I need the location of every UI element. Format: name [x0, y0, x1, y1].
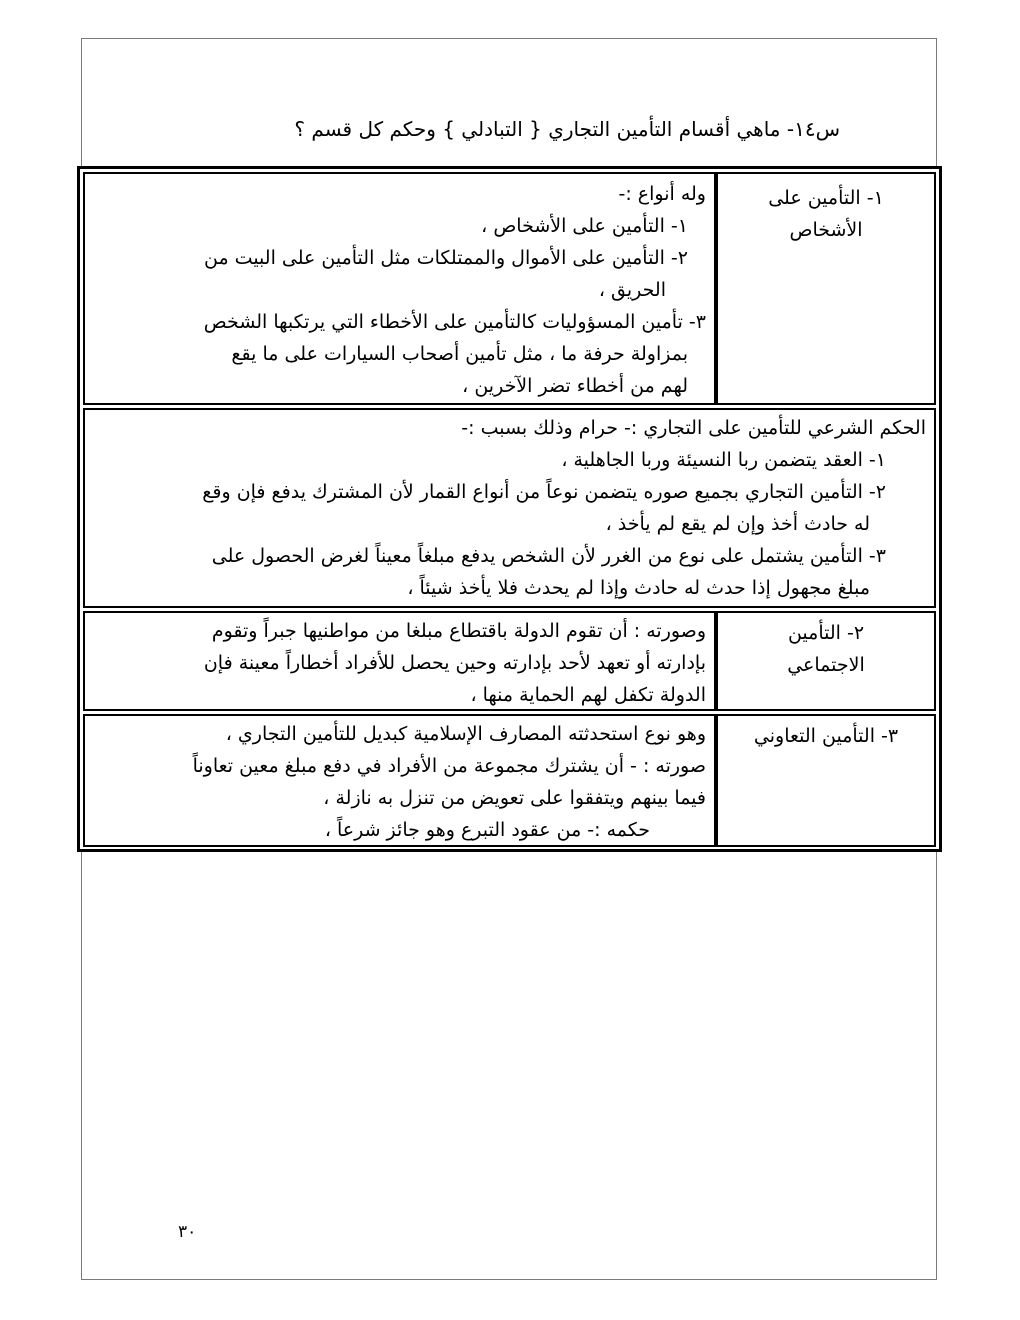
text-line: وله أنواع :-	[618, 183, 706, 205]
text-line: بمزاولة حرفة ما ، مثل تأمين أصحاب السيارات على ما يقع	[231, 343, 688, 365]
text-line: الدولة تكفل لهم الحماية منها ،	[470, 684, 706, 706]
label-line: ١- التأمين على	[768, 187, 884, 209]
table-row-cooperative	[83, 714, 936, 847]
text-line: فيما بينهم ويتفقوا على تعويض من تنزل به نازلة ،	[323, 787, 706, 809]
text-line: حكمه :- من عقود التبرع وهو جائز شرعاً ،	[324, 819, 650, 841]
row-body-cooperative	[85, 716, 714, 845]
row-label-cooperative	[718, 716, 934, 845]
label-line: ٣- التأمين التعاوني	[753, 725, 899, 747]
row-body-ruling	[85, 410, 934, 606]
label-line: ٢- التأمين	[787, 622, 865, 644]
label-line: الاجتماعي	[787, 654, 865, 676]
text-line: لهم من أخطاء تضر الآخرين ،	[462, 375, 688, 397]
text-line: ٣- التأمين يشتمل على نوع من الغرر لأن الشخص يدفع مبلغاً معيناً لغرض الحصول على	[211, 545, 886, 567]
table-row-social	[83, 611, 936, 711]
text-line: ٢- التأمين على الأموال والممتلكات مثل التأمين على البيت من	[203, 247, 688, 269]
page-number: ٣٠	[178, 1222, 197, 1242]
text-line: له حادث أخذ وإن لم يقع لم يأخذ ،	[605, 513, 870, 535]
table-row-ruling	[83, 408, 936, 608]
question-heading: س١٤- ماهي أقسام التأمين التجاري { التبادلي } وحكم كل قسم ؟	[294, 117, 840, 141]
text-line: ١- العقد يتضمن ربا النسيئة وربا الجاهلية ،	[561, 449, 886, 471]
text-line: مبلغ مجهول إذا حدث له حادث وإذا لم يحدث فلا يأخذ شيئاً ،	[407, 577, 870, 599]
text-line: الحكم الشرعي للتأمين على التجاري :- حرام وذلك بسبب :-	[461, 417, 926, 439]
row-label-social	[718, 613, 934, 709]
text-line: صورته : - أن يشترك مجموعة من الأفراد في دفع مبلغ معين تعاوناً	[192, 755, 706, 777]
row-body-persons	[85, 174, 714, 403]
text-line: بإدارته أو تعهد لأحد بإدارته وحين يحصل للأفراد أخطاراً معينة فإن	[203, 652, 706, 674]
insurance-table	[77, 166, 942, 852]
column-divider	[714, 613, 718, 709]
label-line: الأشخاص	[789, 219, 863, 241]
column-divider	[714, 174, 718, 403]
row-body-social	[85, 613, 714, 709]
row-label-persons	[718, 174, 934, 403]
text-line: ٢- التأمين التجاري بجميع صوره يتضمن نوعاً من أنواع القمار لأن المشترك يدفع فإن وقع	[202, 481, 886, 503]
text-line: الحريق ،	[598, 279, 666, 301]
column-divider	[714, 716, 718, 845]
text-line: ١- التأمين على الأشخاص ،	[481, 215, 688, 237]
text-line: ٣- تأمين المسؤوليات كالتأمين على الأخطاء التي يرتكبها الشخص	[203, 311, 706, 333]
text-line: وهو نوع استحدثته المصارف الإسلامية كبديل للتأمين التجاري ،	[225, 723, 706, 745]
text-line: وصورته : أن تقوم الدولة باقتطاع مبلغا من مواطنيها جبراً وتقوم	[211, 620, 706, 642]
table-row-persons	[83, 172, 936, 405]
